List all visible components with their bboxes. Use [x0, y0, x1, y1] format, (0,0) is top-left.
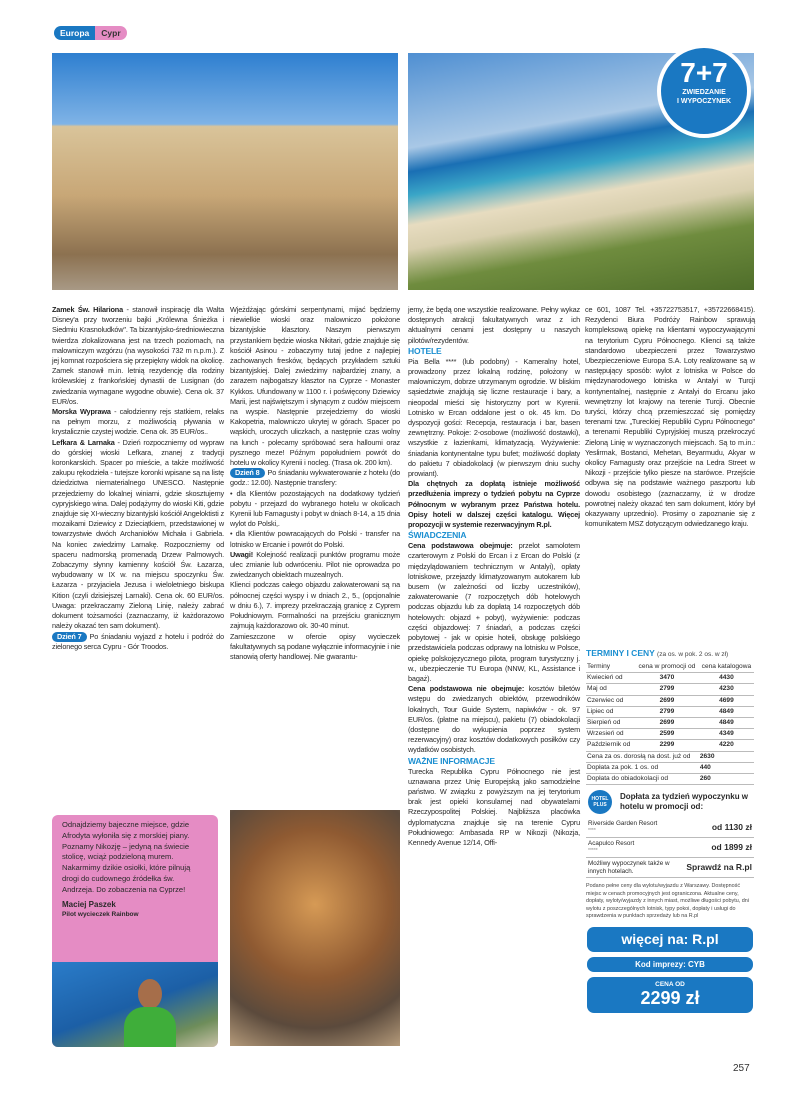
header-cell: Terminy — [586, 662, 635, 673]
tour-type-badge — [657, 44, 751, 138]
term: Kwiecień od — [586, 673, 635, 684]
price-note: Podano pełne ceny dla wylotu/wyjazdu z Warszawy. Dostępność miejsc w cenach promocyjnych jest ograniczona. Aktualne ceny, dopłaty, wyloty/wyjazdy z innych miast, możliwe długości pobytu, dni wylotu z poszczególnych lotnisk, typy pokoi, dopłaty i usługi do sprawdzenia w punktach sprzedaży lub na R.pl — [586, 883, 749, 919]
prices-title — [586, 648, 728, 658]
hotel-price: Sprawdź na R.pl — [686, 861, 752, 872]
catalog-price: 4349 — [699, 729, 754, 740]
extra-label: Dopłata do obiadokolacji od — [586, 774, 699, 785]
term: Czerwiec od — [586, 695, 635, 706]
catalog-price: 4699 — [699, 695, 754, 706]
paragraph: Pia Bella **** (lub podobny) - Kameralny hotel, prowadzony przez lokalną rodzinę, położony w malowniczym, dobrze utrzymanym ogrodzie. W bliskim sąsiedztwie znajdują się liczne restauracje i bary, a nieopodal mieści się historyczny port w Kyrenii. Lotnisko w Ercan oddalone jest o ok. 45 km. Do dyspozycji gości: Recepcja, restauracja i bar, basen zewnętrzny. Pokoje: 2-osobowe (możliwość dostawki), wszystkie z łazienkami, klimatyzacją. Wyżywienie: śniadania kontynentalne typu bufet; możliwość dopłaty do pakietu 7 obiadokolacji (w pierwszym dniu suchy prowiant). — [408, 356, 580, 479]
text: przelot samolotem czarterowym z Polski do Ercan i z Ercan do Polski (z międzylądowaniem technicznym w Antalyi), opłaty lotniskowe, przejazdy klimatyzowanym autokarem lub busem (w zależności od liczby uczestników), zakwaterowanie (7 rozpoczętych dób hotelowych podczas objazdu lub za dopłatą 14 rozpoczętych dób hotelowych: objazd + pobyt), wyżywienie: podczas części objazdowej: 7 śniadań, a podczas części pobytowej - jak w opisie hoteli, obsługę polskiego przedstawiciela podczas odprawy na lotnisku w Polsce, opiekę polskojęzycznego pilota, program turystyczny j. w., ubezpieczenie TU Europa (NNW, KL, Assistance i bagaż). — [408, 541, 580, 683]
heading-hotels: HOTELE — [408, 345, 442, 356]
price-label: CENA OD — [655, 980, 685, 988]
text: kosztów biletów wstępu do zwiedzanych obiektów, przewodników lokalnych, Tour Guide System, napiwków - ok. 97 EUR/os. (płatne na miejscu), pakietu (7) obiadokolacji (dostępne do wykupienia poprzez system rezerwacyjny) oraz kosztów dodatkowych posiłków czy wydatków osobistych. — [408, 684, 580, 755]
table-row — [586, 729, 754, 740]
price-value: 2299 zł — [640, 987, 700, 1008]
column-1 — [52, 305, 224, 652]
table-row — [586, 706, 754, 717]
paragraph — [52, 632, 224, 652]
term: Wrzesień od — [586, 729, 635, 740]
hotel-stars: **** — [588, 827, 596, 834]
hotel-plus-title: Dopłata za tydzień wypoczynku w hotelu w promocji od: — [620, 792, 749, 811]
hotel-name: Acapulco Resort — [588, 840, 635, 847]
bold-text: Dla chętnych za dopłatą istnieje możliwość przedłużenia imprezy o tydzień pobytu na Cyprze Północnym w wybranym przez Państwa hotelu. Opisy hoteli w dalszej części katalogu. Więcej propozycji w systemie rezerwacyjnym R.pl. — [408, 479, 580, 530]
paragraph: Turecka Republika Cypru Północnego nie jest uznawana przez Unię Europejską jako samodzielne państwo. W związku z powyższym na jej terytorium brak jest opieki konsularnej nad obywatelami Rzeczypospolitej Polskiej. Najbliższa placówka dyplomatyczna znajduje się na terenie Cypru Południowego: Ambasada RP w Nikozji (Nikozja, Kennedy Avenue 12/14, Offi- — [408, 766, 580, 847]
text: - Dzień rozpoczniemy od wypraw do górskiej wioski Lefkara, znanej z tradycji koronkarskich. Spacer po mieście, a także możliwość zakupu rękodzieła - tutejsze koronki wpisane są na listę dziedzictwa niematerialnego UNESCO. Następnie przejedziemy do lokalnej winiarni, gdzie skosztujemy cypryjskiego wina. Dalej podążymy do wioski Kiti, gdzie znajduje się XI-wieczny bizantyjski kościół Angeloktisti z mozaikami Dziewicy z Dzieciątkiem, przedstawionej w towarzystwie dwóch Archaniołów Michała i Gabriela. Na koniec zwiedzimy Larnakę. Rozpoczniemy od spaceru nadmorską promenadą Drzew Palmowych. Zobaczymy słynny kamienny kościół Św. Łazarza, wybudowany w IX w. na miejscu spoczynku Św. Łazarza - przyjaciela Jezusa i wieloletniego biskupa Kition (czyli dzisiejszej Larnaki). Cena ok. 60 EUR/os. Uwaga: przekraczamy Zieloną Linię, należy zabrać dokument tożsamości (zaznaczamy, iż każdorazowo należy okazać ten sam dokument). — [52, 437, 224, 631]
paragraph — [230, 468, 400, 488]
price-box — [587, 977, 753, 1013]
lead: Cena podstawowa nie obejmuje: — [408, 684, 525, 694]
pilot-quote-box — [52, 815, 218, 1047]
badge-line1: ZWIEDZANIE — [682, 89, 726, 96]
pilot-role: Pilot wycieczek Rainbow — [62, 911, 139, 919]
page-number: 257 — [733, 1063, 750, 1074]
paragraph — [408, 684, 580, 755]
mosaic-photo — [230, 810, 400, 1046]
day-8-badge: Dzień 8 — [230, 468, 265, 478]
extra-value: 260 — [699, 774, 754, 785]
table-header — [586, 662, 754, 673]
hotel-plus-icon: HOTEL PLUS — [588, 790, 612, 814]
term: Sierpień od — [586, 718, 635, 729]
breadcrumb-region[interactable]: Europa — [54, 26, 95, 40]
text: Po śniadaniu wykwaterowanie z hotelu (do godz.: 12.00). Następnie transfery: — [230, 468, 400, 488]
paragraph — [230, 550, 400, 581]
term: Lipiec od — [586, 706, 635, 717]
promo-price: 2599 — [635, 729, 699, 740]
table-row — [586, 718, 754, 729]
hotel-plus-box — [586, 788, 754, 878]
column-3 — [408, 305, 580, 848]
column-2 — [230, 305, 400, 662]
hotel-row — [586, 818, 754, 838]
term: Październik od — [586, 740, 635, 751]
promo-price: 2699 — [635, 695, 699, 706]
paragraph — [52, 438, 224, 632]
paragraph: Klienci podczas całego objazdu zakwaterowani są na północnej części wyspy i w dniach 2., 5., (opcjonalnie w dniu 6.), 7. imprezy przekraczają granicę z Cyprem Południowym. Formalności na przejściu granicznym zajmują każdorazowo ok. 30-40 minut. — [230, 580, 400, 631]
promo-price: 2799 — [635, 684, 699, 695]
catalog-price: 4220 — [699, 740, 754, 751]
lead: Cena podstawowa obejmuje: — [408, 541, 513, 551]
column-4 — [585, 305, 755, 529]
photo-caravanserai — [52, 53, 398, 290]
paragraph — [52, 407, 224, 438]
extra-row — [586, 774, 754, 785]
lead: Lefkara & Larnaka — [52, 437, 115, 447]
extra-label: Dopłata za pok. 1 os. od — [586, 762, 699, 773]
catalog-price: 4230 — [699, 684, 754, 695]
bullet: • dla Klientów powracających do Polski - transfer na lotnisko w Ercanie i powrót do Polski. — [230, 529, 400, 549]
badge-line2: I WYPOCZYNEK — [676, 98, 732, 105]
breadcrumb — [54, 26, 127, 40]
hotel-row — [586, 858, 754, 878]
bullet: • dla Klientów pozostających na dodatkowy tydzień pobytu - przejazd do wybranego hotelu w okolicach Kyrenii lub Famagusty i pobyt w dniach 8-14, a 15 dnia wylot do Polski,. — [230, 488, 400, 529]
extra-value: 440 — [699, 762, 754, 773]
lead: Zamek Św. Hilariona — [52, 305, 124, 314]
hotel-price: od 1130 zł — [711, 821, 752, 832]
pilot-name: Maciej Paszek — [62, 899, 116, 909]
promo-price: 2799 — [635, 706, 699, 717]
promo-price: 2699 — [635, 718, 699, 729]
hotel-price: od 1899 zł — [711, 841, 752, 852]
header-cell: cena katalogowa — [699, 662, 754, 673]
hotel-row — [586, 838, 754, 858]
catalog-price: 4849 — [699, 706, 754, 717]
hotel-name: Riverside Garden Resort — [588, 820, 658, 827]
prices-subtitle: (za os. w pok. 2 os. w zł) — [657, 651, 729, 658]
pilot-figure — [124, 977, 176, 1047]
right-panel — [586, 788, 754, 1013]
paragraph: jemy, że będą one wszystkie realizowane. Pełny wykaz dostępnych atrakcji fakultatywnych wraz z ich aktualnymi cenami jest dostępny u naszych pilotów/rezydentów. — [408, 305, 580, 345]
heading-services: ŚWIADCZENIA — [408, 530, 467, 541]
paragraph: ce 601, 1087 Tel. +35722753517, +35722668415). Rezydenci Biura Podróży Rainbow sprawują kompleksową opiekę na klientami wypoczywającymi na terytorium Cypru Północnego. Klienci są także standardowo ubezpieczeni przez Towarzystwo Ubezpieczeniowe Europa S.A. Loty realizowane są w następujący sposób: wylot z lotniska w Polsce do międzynarodowego lotniska w Antalyi w Turcji kontynentalnej, następnie z Antalyi do Ercanu jako wewnętrzny lot krajowy na terenie Turcji. Obecnie turyści, którzy chcą przemieszczać się pomiędzy terenami tzw. „Tureckiej Republiki Cypru Północnego" a terenami Republiki Cypryjskiej muszą przekroczyć Zieloną Linię w wyznaczonych miejscach. Są to m.in.: Yeslirmak, Bostanci, Mehetan, Beyarmudu, Akyar w okolicy Famagusty oraz przejście na Ledra Street w Nikozji - przejście tylko piesze na starówce. Przejście odbywa się na podstawie ważnego paszportu lub dowodu osobistego (zaznaczamy, iż w drodze powrotnej należy okazać ten sam dokument, który był okazywany uprzednio). Prosimy o zapoznanie się z komunikatem MSZ dotyczącym odwiedzanego kraju. — [585, 305, 755, 529]
day-7-badge: Dzień 7 — [52, 632, 87, 642]
header-cell: cena w promocji od — [635, 662, 699, 673]
pilot-photo — [52, 962, 218, 1047]
catalog-price: 4849 — [699, 718, 754, 729]
extra-row — [586, 762, 754, 773]
paragraph — [408, 541, 580, 684]
prices-title-text: TERMINY I CENY — [586, 648, 655, 658]
lead: Uwagi! — [230, 549, 254, 559]
promo-price: 2299 — [635, 740, 699, 751]
pilot-quote: Odnajdziemy bajeczne miejsce, gdzie Afrodyta wyłoniła się z morskiej piany. Poznamy Nikozję – jedyną na świecie stolicę, wciąż podzieloną murem. Nakarmimy dzikie osiołki, które pilnują drogi do cudownego źródełka św. Andrzeja. Do zobaczenia na Cyprze! — [62, 820, 191, 894]
breadcrumb-country[interactable]: Cypr — [95, 26, 126, 40]
text: Po śniadaniu wyjazd z hotelu i podróż do zielonego serca Cypru - Gór Troodos. — [52, 631, 224, 651]
table-row — [586, 673, 754, 684]
text: Kolejność realizacji punktów programu może ulec zmianie lub odwróceniu. Pilot nie oprowadza po zwiedzanych obiektach muzealnych. — [230, 549, 400, 580]
table-row — [586, 684, 754, 695]
badge-number: 7+7 — [680, 57, 728, 88]
tour-code: Kod imprezy: CYB — [587, 957, 753, 972]
extra-row — [586, 751, 754, 762]
paragraph: Wjeżdżając górskimi serpentynami, mijać będziemy niewielkie wioski oraz malowniczo położone bizantyjskie klasztory. Naszym pierwszym przystankiem będzie wioska Nikitari, gdzie znajduje się kościół Asinou - zobaczymy tutaj jedne z najlepiej zachowanych fresków, będących przykładem sztuki bizantyjskiej. Dalej zwiedzimy najbardziej znany, a zarazem najbogatszy klasztor na Cyprze - Monaster Kykkos. Ufundowany w 1100 r. i poświęcony Dziewicy Marii, jest najświętszym i słynącym z cudów miejscem na wyspie. Następnie przejedziemy do wioski Kakopetria, malowniczo ukrytej w górach. Spacer po wąskich, uroczych uliczkach, a następnie czas wolny na lunch - polecamy spróbować sera halloumi oraz pysznego meze! Późnym popołudniem powrót do hotelu w okolicy Kyrenii i nocleg. (Trasa ok. 200 km). — [230, 305, 400, 468]
paragraph — [52, 305, 224, 407]
table-row — [586, 740, 754, 751]
text: - całodzienny rejs statkiem, relaks na pełnym morzu, z możliwością pływania w krystalicznie czystej wodzie. Cena ok. 35 EUR/os.. — [52, 407, 224, 437]
extra-value: 2630 — [699, 751, 754, 762]
text: - stanowił inspirację dla Walta Disney'a przy tworzeniu bajki „Królewna Śnieżka i Siedmiu Krasnoludków". Ta bizantyjsko-średniowieczna twierdza zlokalizowana jest na trzech poziomach, na malowniczym wzgórzu (na wysokości 732 m n.p.m.). Z jej komnat rozpościera się przepiękny widok na okolicę. Zamek stanowił m.in. letnią rezydencję dla rodziny królewskiej z frankońskiej dynastii de Lusignan (do zwiedzania wymagane wygodne obuwie). Cena ok. 37 EUR/os. — [52, 305, 224, 406]
extra-label: Cena za os. dorosłą na dost. już od — [586, 751, 699, 762]
lead: Morska Wyprawa — [52, 407, 111, 417]
paragraph — [408, 479, 580, 530]
table-row — [586, 695, 754, 706]
paragraph: Zamieszczone w ofercie opisy wycieczek fakultatywnych są podane wyłącznie informacyjnie i nie stanowią oferty handlowej. Nie gwarantu- — [230, 631, 400, 661]
hotel-name: Możliwy wypoczynek także w innych hotelach. — [588, 860, 670, 875]
hotel-stars: ***** — [588, 847, 598, 854]
term: Maj od — [586, 684, 635, 695]
more-button[interactable]: więcej na: R.pl — [587, 927, 753, 952]
catalog-price: 4430 — [699, 673, 754, 684]
promo-price: 3470 — [635, 673, 699, 684]
heading-important-info: WAŻNE INFORMACJE — [408, 755, 495, 766]
prices-table — [586, 662, 754, 785]
